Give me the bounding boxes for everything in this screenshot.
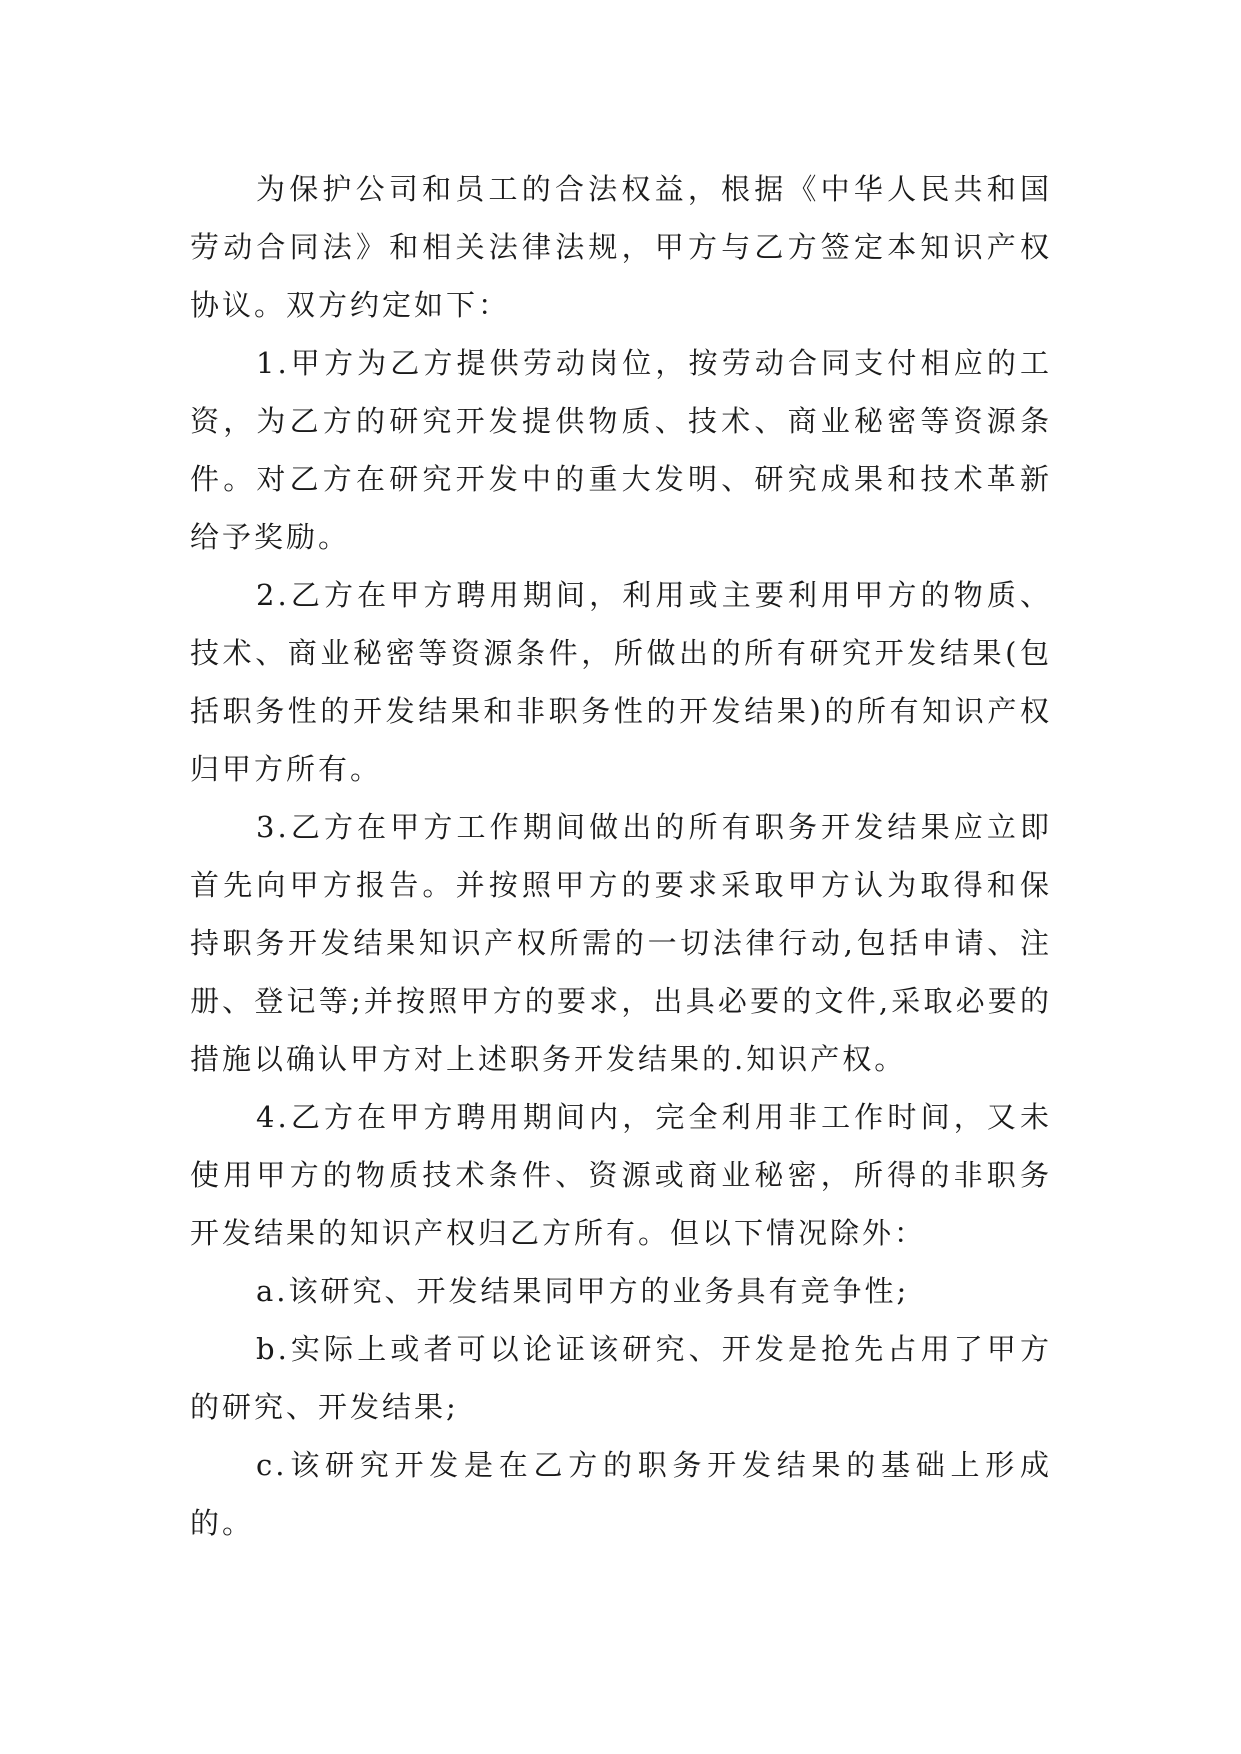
exception-a: a.该研究、开发结果同甲方的业务具有竞争性; [256, 1274, 910, 1308]
clause-2: 2.乙方在甲方聘用期间，利用或主要利用甲方的物质、技术、商业秘密等资源条件，所做出的所有研究开发结果(包括职务性的开发结果和非职务性的开发结果)的所有知识产权归甲方所有。 [190, 578, 1052, 786]
clause-1: 1.甲方为乙方提供劳动岗位，按劳动合同支付相应的工资，为乙方的研究开发提供物质、技术、商业秘密等资源条件。对乙方在研究开发中的重大发明、研究成果和技术革新给予奖励。 [190, 346, 1052, 554]
clause-3: 3.乙方在甲方工作期间做出的所有职务开发结果应立即首先向甲方报告。并按照甲方的要求采取甲方认为取得和保持职务开发结果知识产权所需的一切法律行动,包括申请、注册、登记等;并按照甲方的要求，出具必要的文件,采取必要的措施以确认甲方对上述职务开发结果的.知识产权。 [190, 810, 1052, 1076]
document-body [190, 160, 1052, 1552]
exception-c: c.该研究开发是在乙方的职务开发结果的基础上形成的。 [190, 1448, 1052, 1540]
clause-4: 4.乙方在甲方聘用期间内，完全利用非工作时间，又未使用甲方的物质技术条件、资源或商业秘密，所得的非职务开发结果的知识产权归乙方所有。但以下情况除外： [190, 1100, 1052, 1250]
intro-paragraph: 为保护公司和员工的合法权益，根据《中华人民共和国劳动合同法》和相关法律法规，甲方与乙方签定本知识产权协议。双方约定如下： [190, 172, 1052, 322]
exception-b: b.实际上或者可以论证该研究、开发是抢先占用了甲方的研究、开发结果; [190, 1332, 1052, 1424]
